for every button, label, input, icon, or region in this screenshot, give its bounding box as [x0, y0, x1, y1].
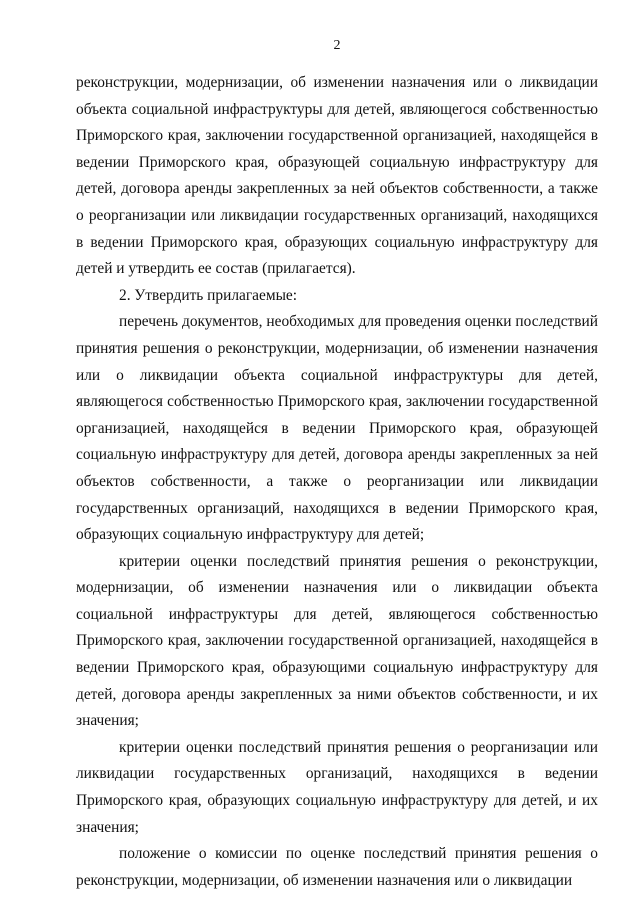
paragraph-item-2: 2. Утвердить прилагаемые:	[119, 286, 298, 304]
page-number: 2	[333, 38, 341, 53]
paragraph-criteria-reconstruction: критерии оценки последствий принятия решения о реконструкции, модернизации, об изменении назначения или о ликвидации объекта социальной инфраструктуры для детей, являющегося собственностью Приморского края, заключении государственной организацией, находящейся в ведении Приморского края, образующими социальную инфраструктуру для детей, договора аренды закрепленных за ними объектов собственности, и их значения;	[76, 552, 598, 730]
paragraph-commission-regulation: положение о комиссии по оценке последствий принятия решения о реконструкции, модернизации, об изменении назначения или о ликвидации	[76, 845, 598, 889]
paragraph-document-list: перечень документов, необходимых для проведения оценки последствий принятия решения о реконструкции, модернизации, об изменении назначения или о ликвидации объекта социальной инфраструктуры для детей, являющегося собственностью Приморского края, заключении государственной организацией, находящейся в ведении Приморского края, образующей социальную инфраструктуру для детей, договора аренды закрепленных за ней объектов собственности, а также о реорганизации или ликвидации государственных организаций, находящихся в ведении Приморского края, образующих социальную инфраструктуру для детей;	[76, 313, 598, 544]
paragraph-criteria-reorganization: критерии оценки последствий принятия решения о реорганизации или ликвидации государственных организаций, находящихся в ведении Приморского края, образующих социальную инфраструктуру для детей, и их значения;	[76, 738, 598, 836]
paragraph-continuation: реконструкции, модернизации, об изменении назначения или о ликвидации объекта социальной инфраструктуры для детей, являющегося собственностью Приморского края, заключении государственной организацией, находящейся в ведении Приморского края, образующей социальную инфраструктуру для детей, договора аренды закрепленных за ней объектов собственности, а также о реорганизации или ликвидации государственных организаций, находящихся в ведении Приморского края, образующих социальную инфраструктуру для детей и утвердить ее состав (прилагается).	[76, 74, 598, 278]
